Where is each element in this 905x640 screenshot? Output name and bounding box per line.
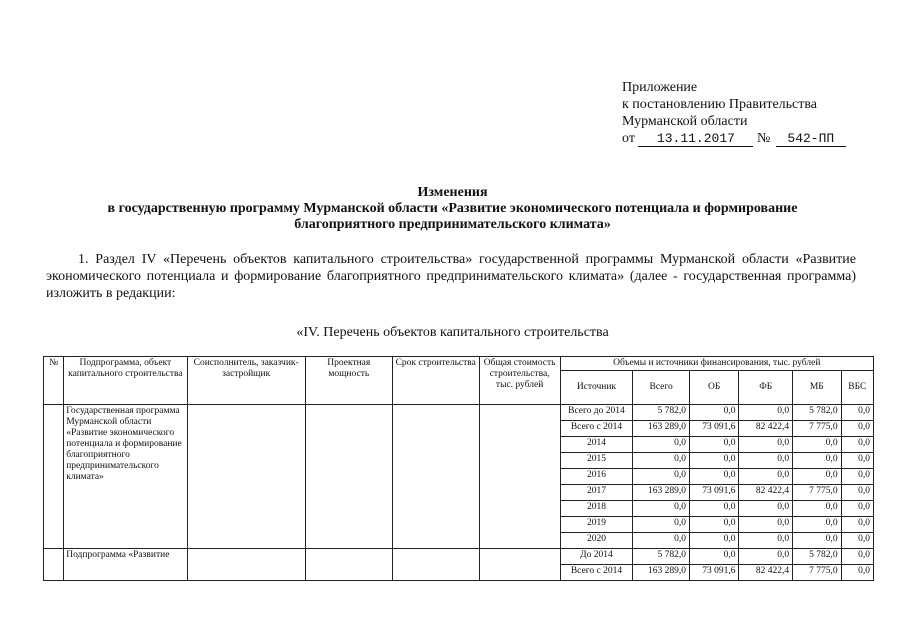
cell-fb: 0,0 (739, 405, 793, 421)
header-total: Всего (633, 371, 690, 405)
header-fb: ФБ (739, 371, 793, 405)
section-title: «IV. Перечень объектов капитального строительства (296, 325, 609, 340)
subprogram-name-cell: Подпрограмма «Развитие (64, 549, 187, 581)
capital-construction-table (43, 356, 874, 581)
cell-source: Всего до 2014 (560, 405, 633, 421)
program-name-cell: Государственная программа Мурманской области «Развитие экономического потенциала и формирование благоприятного предпринимательского климата» (64, 405, 187, 549)
header-mb: МБ (793, 371, 842, 405)
cell-vbs: 0,0 (841, 501, 873, 517)
cell-source: 2017 (560, 485, 633, 501)
cell-source: До 2014 (560, 549, 633, 565)
cell-total: 163 289,0 (633, 565, 690, 581)
title-line-3: благоприятного предпринимательского климата» (294, 217, 611, 232)
cell-vbs: 0,0 (841, 565, 873, 581)
header-source: Источник (560, 371, 633, 405)
cell-mb: 0,0 (793, 501, 842, 517)
header-executor: Соисполнитель, заказчик-застройщик (187, 357, 305, 405)
cell-mb: 5 782,0 (793, 549, 842, 565)
cell-no (44, 549, 64, 581)
cell-mb: 7 775,0 (793, 421, 842, 437)
cell-ob: 73 091,6 (689, 485, 739, 501)
cell-fb: 0,0 (739, 437, 793, 453)
cell-fb: 0,0 (739, 549, 793, 565)
header-term: Срок строительства (392, 357, 479, 405)
header-no: № (44, 357, 64, 405)
cell-mb: 0,0 (793, 437, 842, 453)
cell-no (44, 405, 64, 549)
cell-source: 2019 (560, 517, 633, 533)
table-row (44, 405, 874, 421)
cell-total: 0,0 (633, 533, 690, 549)
cell-vbs: 0,0 (841, 437, 873, 453)
document-title (40, 185, 865, 233)
cell-source: Всего с 2014 (560, 565, 633, 581)
appendix-title: Приложение (622, 80, 698, 95)
cell-source: Всего с 2014 (560, 421, 633, 437)
cell-ob: 73 091,6 (689, 421, 739, 437)
appendix-reference: к постановлению Правительства (622, 97, 818, 112)
cell-term (392, 405, 479, 549)
decree-number: 542-ПП (776, 132, 846, 147)
table-body (44, 405, 874, 581)
header-total-cost: Общая стоимость строительства, тыс. рублей (479, 357, 560, 405)
cell-ob: 0,0 (689, 405, 739, 421)
cell-mb: 0,0 (793, 533, 842, 549)
decree-date: 13.11.2017 (638, 132, 753, 147)
cell-ob: 0,0 (689, 437, 739, 453)
cell-executor (187, 549, 305, 581)
cell-total: 5 782,0 (633, 549, 690, 565)
header-ob: ОБ (689, 371, 739, 405)
cell-ob: 0,0 (689, 533, 739, 549)
cell-mb: 7 775,0 (793, 485, 842, 501)
cell-fb: 82 422,4 (739, 565, 793, 581)
cell-total: 0,0 (633, 437, 690, 453)
table-row (44, 549, 874, 565)
cell-mb: 0,0 (793, 517, 842, 533)
cell-total: 0,0 (633, 469, 690, 485)
number-prefix: № (756, 131, 771, 146)
header-object: Подпрограмма, объект капитального строительства (64, 357, 187, 405)
cell-ob: 0,0 (689, 469, 739, 485)
cell-source: 2020 (560, 533, 633, 549)
cell-source: 2014 (560, 437, 633, 453)
cell-source: 2018 (560, 501, 633, 517)
cell-fb: 0,0 (739, 453, 793, 469)
cell-source: 2016 (560, 469, 633, 485)
cell-vbs: 0,0 (841, 421, 873, 437)
cell-ob: 0,0 (689, 453, 739, 469)
cell-mb: 5 782,0 (793, 405, 842, 421)
cell-fb: 82 422,4 (739, 485, 793, 501)
cell-mb: 7 775,0 (793, 565, 842, 581)
cell-ob: 0,0 (689, 549, 739, 565)
appendix-date-line (622, 130, 846, 147)
cell-total: 5 782,0 (633, 405, 690, 421)
cell-total-cost (479, 549, 560, 581)
cell-ob: 0,0 (689, 517, 739, 533)
cell-term (392, 549, 479, 581)
cell-capacity (305, 405, 392, 549)
cell-mb: 0,0 (793, 469, 842, 485)
date-prefix: от (622, 131, 635, 146)
cell-vbs: 0,0 (841, 549, 873, 565)
cell-vbs: 0,0 (841, 469, 873, 485)
cell-total: 0,0 (633, 501, 690, 517)
cell-total: 0,0 (633, 517, 690, 533)
paragraph-1: 1. Раздел IV «Перечень объектов капитального строительства» государственной программы Мурманской области «Развитие экономического потенциала и формирование благоприятного предпринимательского климата» (далее - государственная программа) изложить в редакции: (46, 252, 856, 301)
cell-source: 2015 (560, 453, 633, 469)
cell-mb: 0,0 (793, 453, 842, 469)
cell-total: 163 289,0 (633, 421, 690, 437)
cell-ob: 73 091,6 (689, 565, 739, 581)
cell-vbs: 0,0 (841, 533, 873, 549)
title-line-1: Изменения (417, 185, 488, 200)
header-capacity: Проектная мощность (305, 357, 392, 405)
title-line-2: в государственную программу Мурманской области «Развитие экономического потенциала и формирование (107, 201, 798, 216)
cell-total-cost (479, 405, 560, 549)
cell-vbs: 0,0 (841, 453, 873, 469)
cell-ob: 0,0 (689, 501, 739, 517)
header-financing: Объемы и источники финансирования, тыс. рублей (560, 357, 873, 371)
cell-capacity (305, 549, 392, 581)
header-vbs: ВБС (841, 371, 873, 405)
cell-fb: 0,0 (739, 469, 793, 485)
cell-fb: 0,0 (739, 517, 793, 533)
cell-executor (187, 405, 305, 549)
cell-vbs: 0,0 (841, 405, 873, 421)
cell-fb: 0,0 (739, 533, 793, 549)
appendix-region: Мурманской области (622, 114, 748, 129)
cell-fb: 0,0 (739, 501, 793, 517)
cell-vbs: 0,0 (841, 517, 873, 533)
cell-vbs: 0,0 (841, 485, 873, 501)
table-header-row-1 (44, 357, 874, 371)
appendix-block (622, 79, 846, 147)
cell-total: 0,0 (633, 453, 690, 469)
cell-total: 163 289,0 (633, 485, 690, 501)
cell-fb: 82 422,4 (739, 421, 793, 437)
